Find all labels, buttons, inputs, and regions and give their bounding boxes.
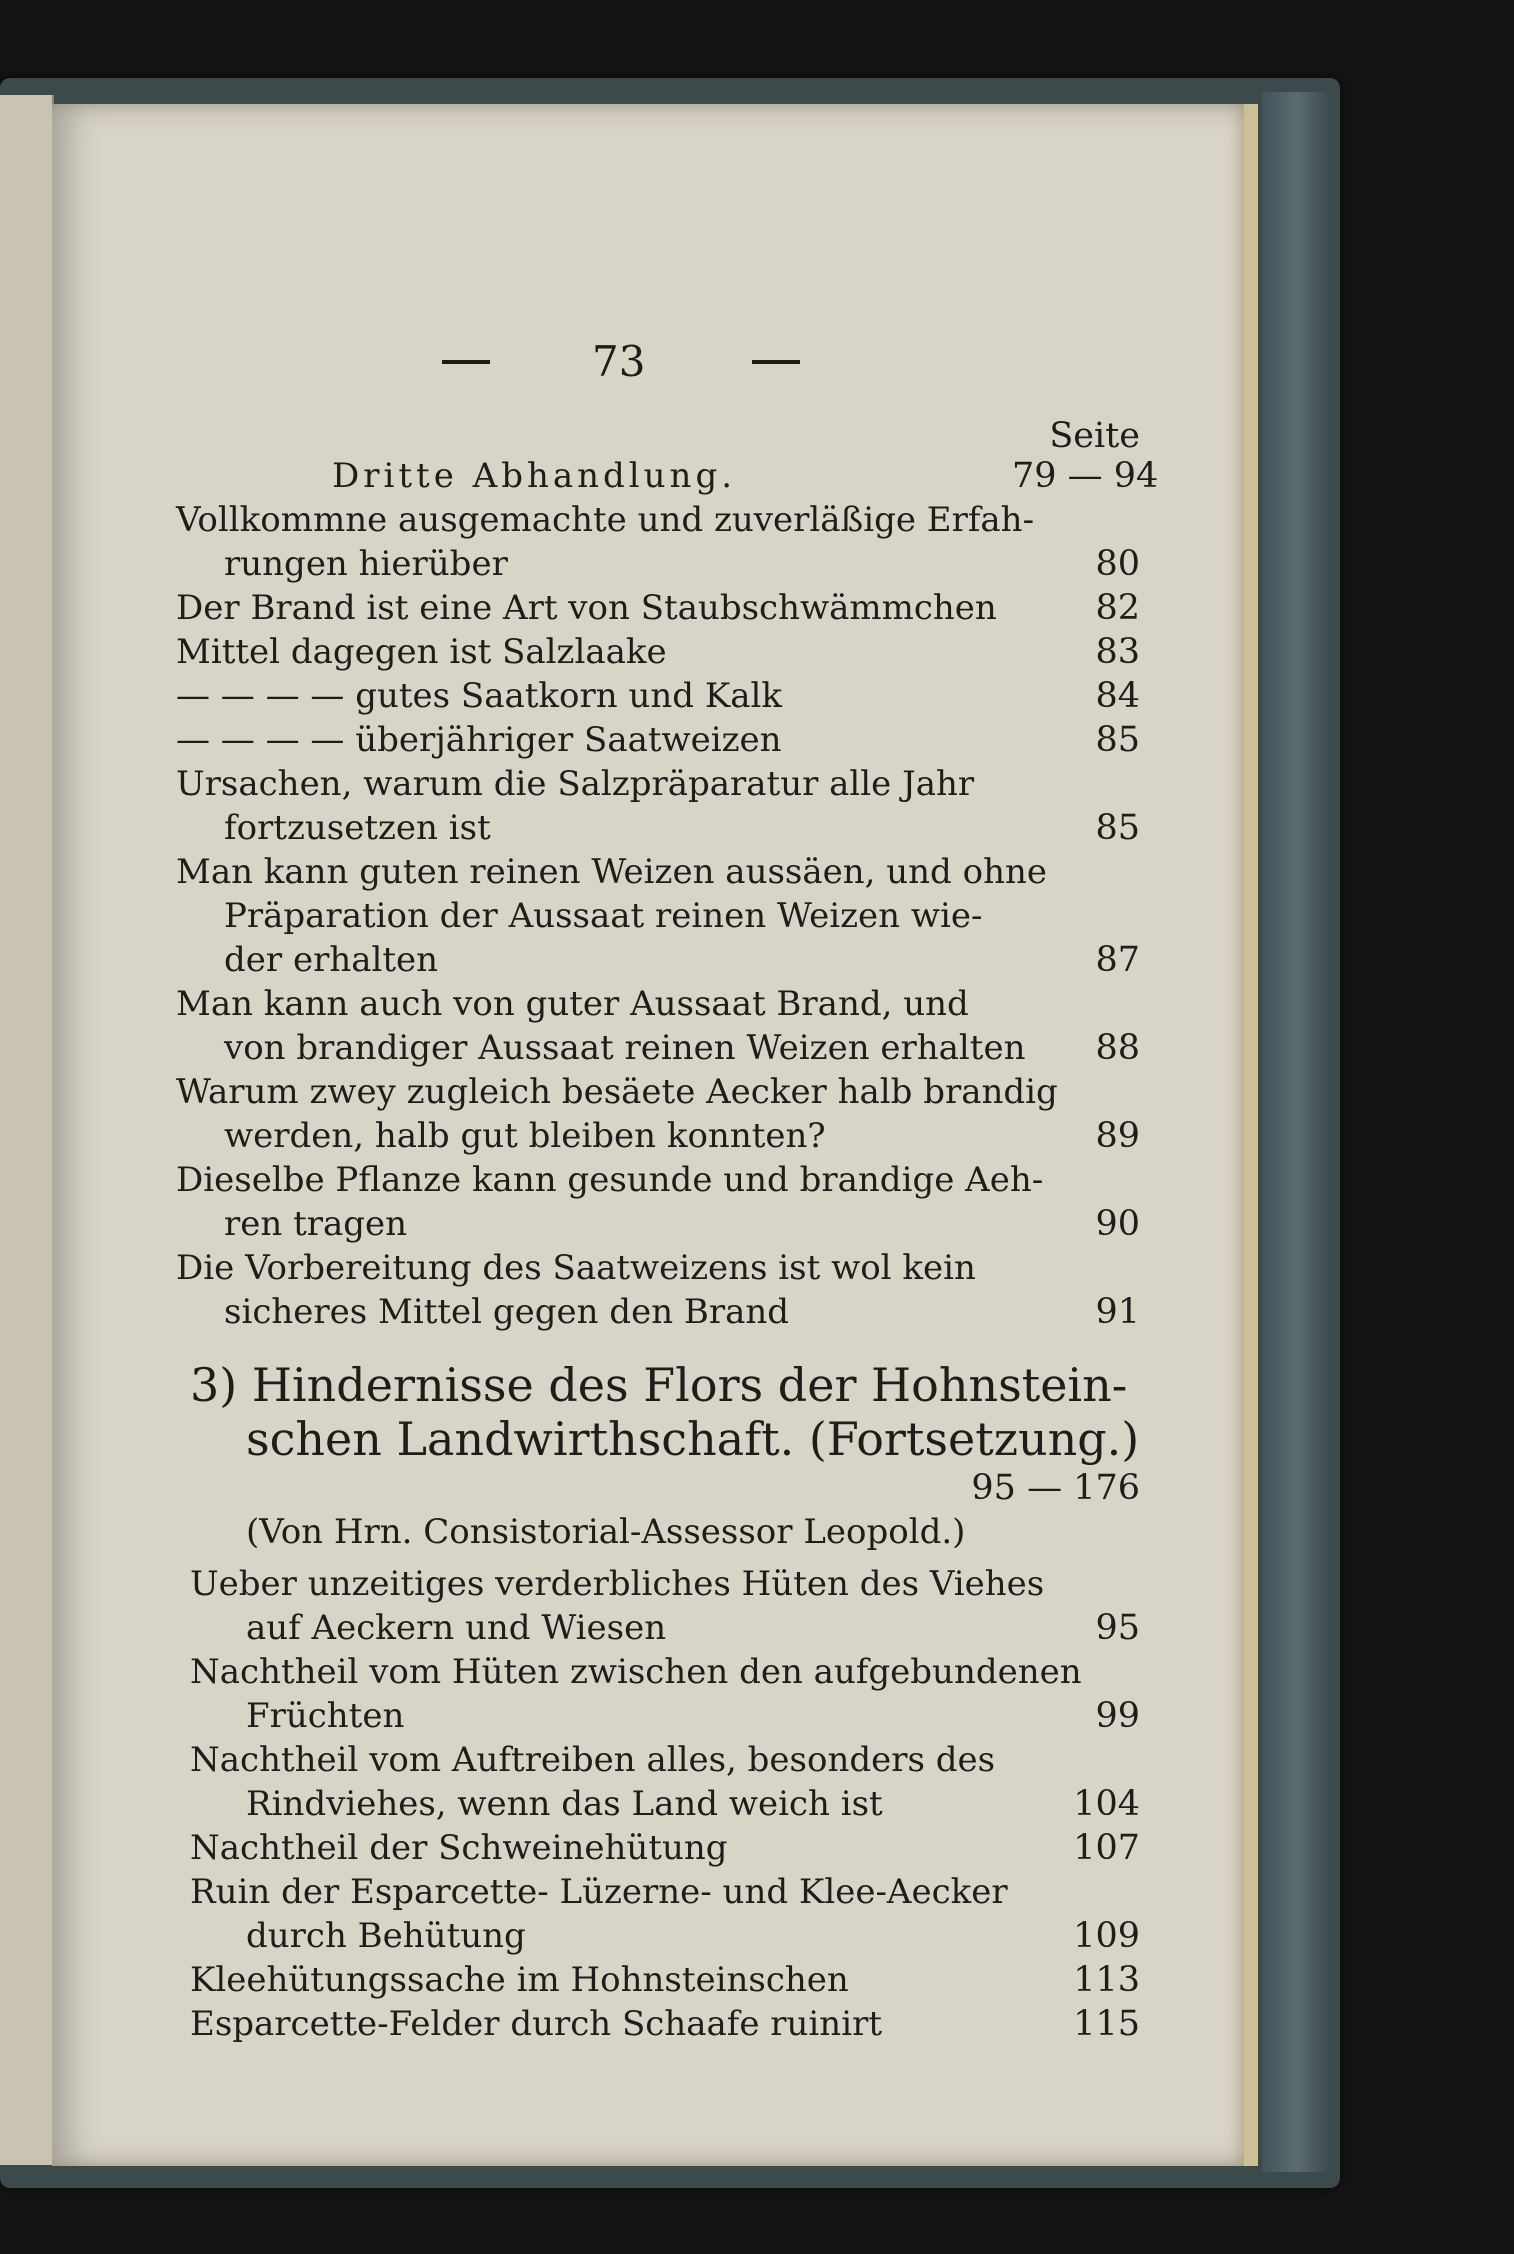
toc-entry-page: 91 [1095,1292,1140,1332]
toc-entry-text: Warum zwey zugleich besäete Aecker halb brandig [176,1072,1058,1112]
toc-entry [52,896,1244,936]
toc-entry [52,1028,1244,1068]
toc-entry [52,1608,1244,1648]
toc-entry [52,2004,1244,2044]
book-spine [1262,92,1332,2172]
column-label: Seite [1049,416,1140,456]
toc-entry-page: 95 [1095,1608,1140,1648]
toc-entry [52,1696,1244,1736]
toc-entry-text: fortzusetzen ist [224,808,491,848]
toc-entry-page: 99 [1095,1696,1140,1736]
toc-entry [52,632,1244,672]
section-range: 79 — 94 [1012,456,1159,496]
toc-entry-text: Mittel dagegen ist Salzlaake [176,632,667,672]
toc-entry [52,940,1244,980]
page-number: 73 [592,337,646,386]
chapter-heading-text: schen Landwirthschaft. (Fortsetzung.) [246,1412,1140,1466]
toc-entry-text: werden, halb gut bleiben konnten? [224,1116,826,1156]
toc-entry-text: Kleehütungssache im Hohnsteinschen [190,1960,849,2000]
toc-entry-text: auf Aeckern und Wiesen [246,1608,667,1648]
toc-entry-text: sicheres Mittel gegen den Brand [224,1292,790,1332]
toc-entry-text: Nachtheil vom Hüten zwischen den aufgebundenen [190,1652,1082,1692]
chapter-heading-line-1 [52,1360,1244,1410]
toc-entry-text: Man kann guten reinen Weizen aussäen, und ohne [176,852,1048,892]
toc-entry-page: 104 [1073,1784,1140,1824]
toc-entry-text: Die Vorbereitung des Saatweizens ist wol kein [176,1248,976,1288]
toc-entry [52,1072,1244,1112]
toc-entry-page: 115 [1073,2004,1140,2044]
toc-entry-text: — — — — überjähriger Saatweizen [176,720,782,760]
table-of-contents [52,104,1244,2166]
toc-entry-page: 107 [1073,1828,1140,1868]
toc-entry [52,676,1244,716]
chapter-range: 95 — 176 [971,1468,1140,1508]
toc-entry-page: 85 [1095,808,1140,848]
toc-entry [52,1564,1244,1604]
toc-entry [52,1248,1244,1288]
toc-entry-text: der erhalten [224,940,439,980]
toc-entry-text: Man kann auch von guter Aussaat Brand, und [176,984,969,1024]
toc-entry-page: 87 [1095,940,1140,980]
toc-entry-text: Der Brand ist eine Art von Staubschwämmchen [176,588,997,628]
toc-entry [52,852,1244,892]
toc-entry-text: Ueber unzeitiges verderbliches Hüten des Viehes [190,1564,1045,1604]
toc-entry-text: Ursachen, warum die Salzpräparatur alle Jahr [176,764,975,804]
chapter-author: (Von Hrn. Consistorial-Assessor Leopold.) [246,1512,966,1552]
toc-entry-page: 88 [1095,1028,1140,1068]
toc-entry-page: 109 [1073,1916,1140,1956]
toc-entry [52,720,1244,760]
toc-entry-text: Esparcette-Felder durch Schaafe ruinirt [190,2004,882,2044]
toc-entry [52,1116,1244,1156]
toc-entry [52,1204,1244,1244]
toc-entry-page: 83 [1095,632,1140,672]
toc-entry-text: durch Behütung [246,1916,526,1956]
section-title: Dritte Abhandlung. [332,456,737,496]
toc-entry [52,984,1244,1024]
section-title-row [52,456,1244,496]
toc-entry-text: Früchten [246,1696,405,1736]
toc-entry-text: — — — — gutes Saatkorn und Kalk [176,676,782,716]
toc-entry [52,1960,1244,2000]
toc-entry-text: Vollkommne ausgemachte und zuverläßige Erfah- [176,500,1035,540]
toc-entry [52,1916,1244,1956]
toc-entry [52,1652,1244,1692]
book-page [52,104,1258,2166]
toc-entry [52,588,1244,628]
toc-entry [52,1872,1244,1912]
toc-entry [52,1292,1244,1332]
toc-entry [52,1828,1244,1868]
toc-entry-text: Dieselbe Pflanze kann gesunde und brandige Aeh- [176,1160,1044,1200]
toc-entry [52,1740,1244,1780]
header-dash-right [752,360,800,364]
facing-page-edge [0,95,54,2165]
toc-entry [52,1784,1244,1824]
toc-entry-page: 84 [1095,676,1140,716]
column-label-row [52,416,1244,456]
toc-entry-text: Nachtheil der Schweinehütung [190,1828,728,1868]
toc-entry-text: ren tragen [224,1204,408,1244]
toc-entry-page: 85 [1095,720,1140,760]
chapter-range-row [52,1468,1244,1508]
toc-entry-text: von brandiger Aussaat reinen Weizen erhalten [224,1028,1026,1068]
toc-entry-text: rungen hierüber [224,544,508,584]
toc-entry-page: 113 [1073,1960,1140,2000]
header-dash-left [442,360,490,364]
toc-entry-page: 82 [1095,588,1140,628]
toc-entry-text: Ruin der Esparcette- Lüzerne- und Klee-Aecker [190,1872,1008,1912]
toc-entry [52,1160,1244,1200]
toc-entry-page: 90 [1095,1204,1140,1244]
page-header [52,332,1244,392]
chapter-heading-text: 3) Hindernisse des Flors der Hohnstein- [190,1358,1128,1412]
toc-entry [52,544,1244,584]
toc-entry [52,764,1244,804]
toc-entry-page: 89 [1095,1116,1140,1156]
chapter-heading-line-2 [52,1414,1244,1464]
toc-entry [52,500,1244,540]
chapter-author-row [52,1512,1244,1552]
toc-entry [52,808,1244,848]
toc-entry-text: Nachtheil vom Auftreiben alles, besonders des [190,1740,996,1780]
toc-entry-text: Rindviehes, wenn das Land weich ist [246,1784,883,1824]
toc-entry-text: Präparation der Aussaat reinen Weizen wie- [224,896,983,936]
toc-entry-page: 80 [1095,544,1140,584]
